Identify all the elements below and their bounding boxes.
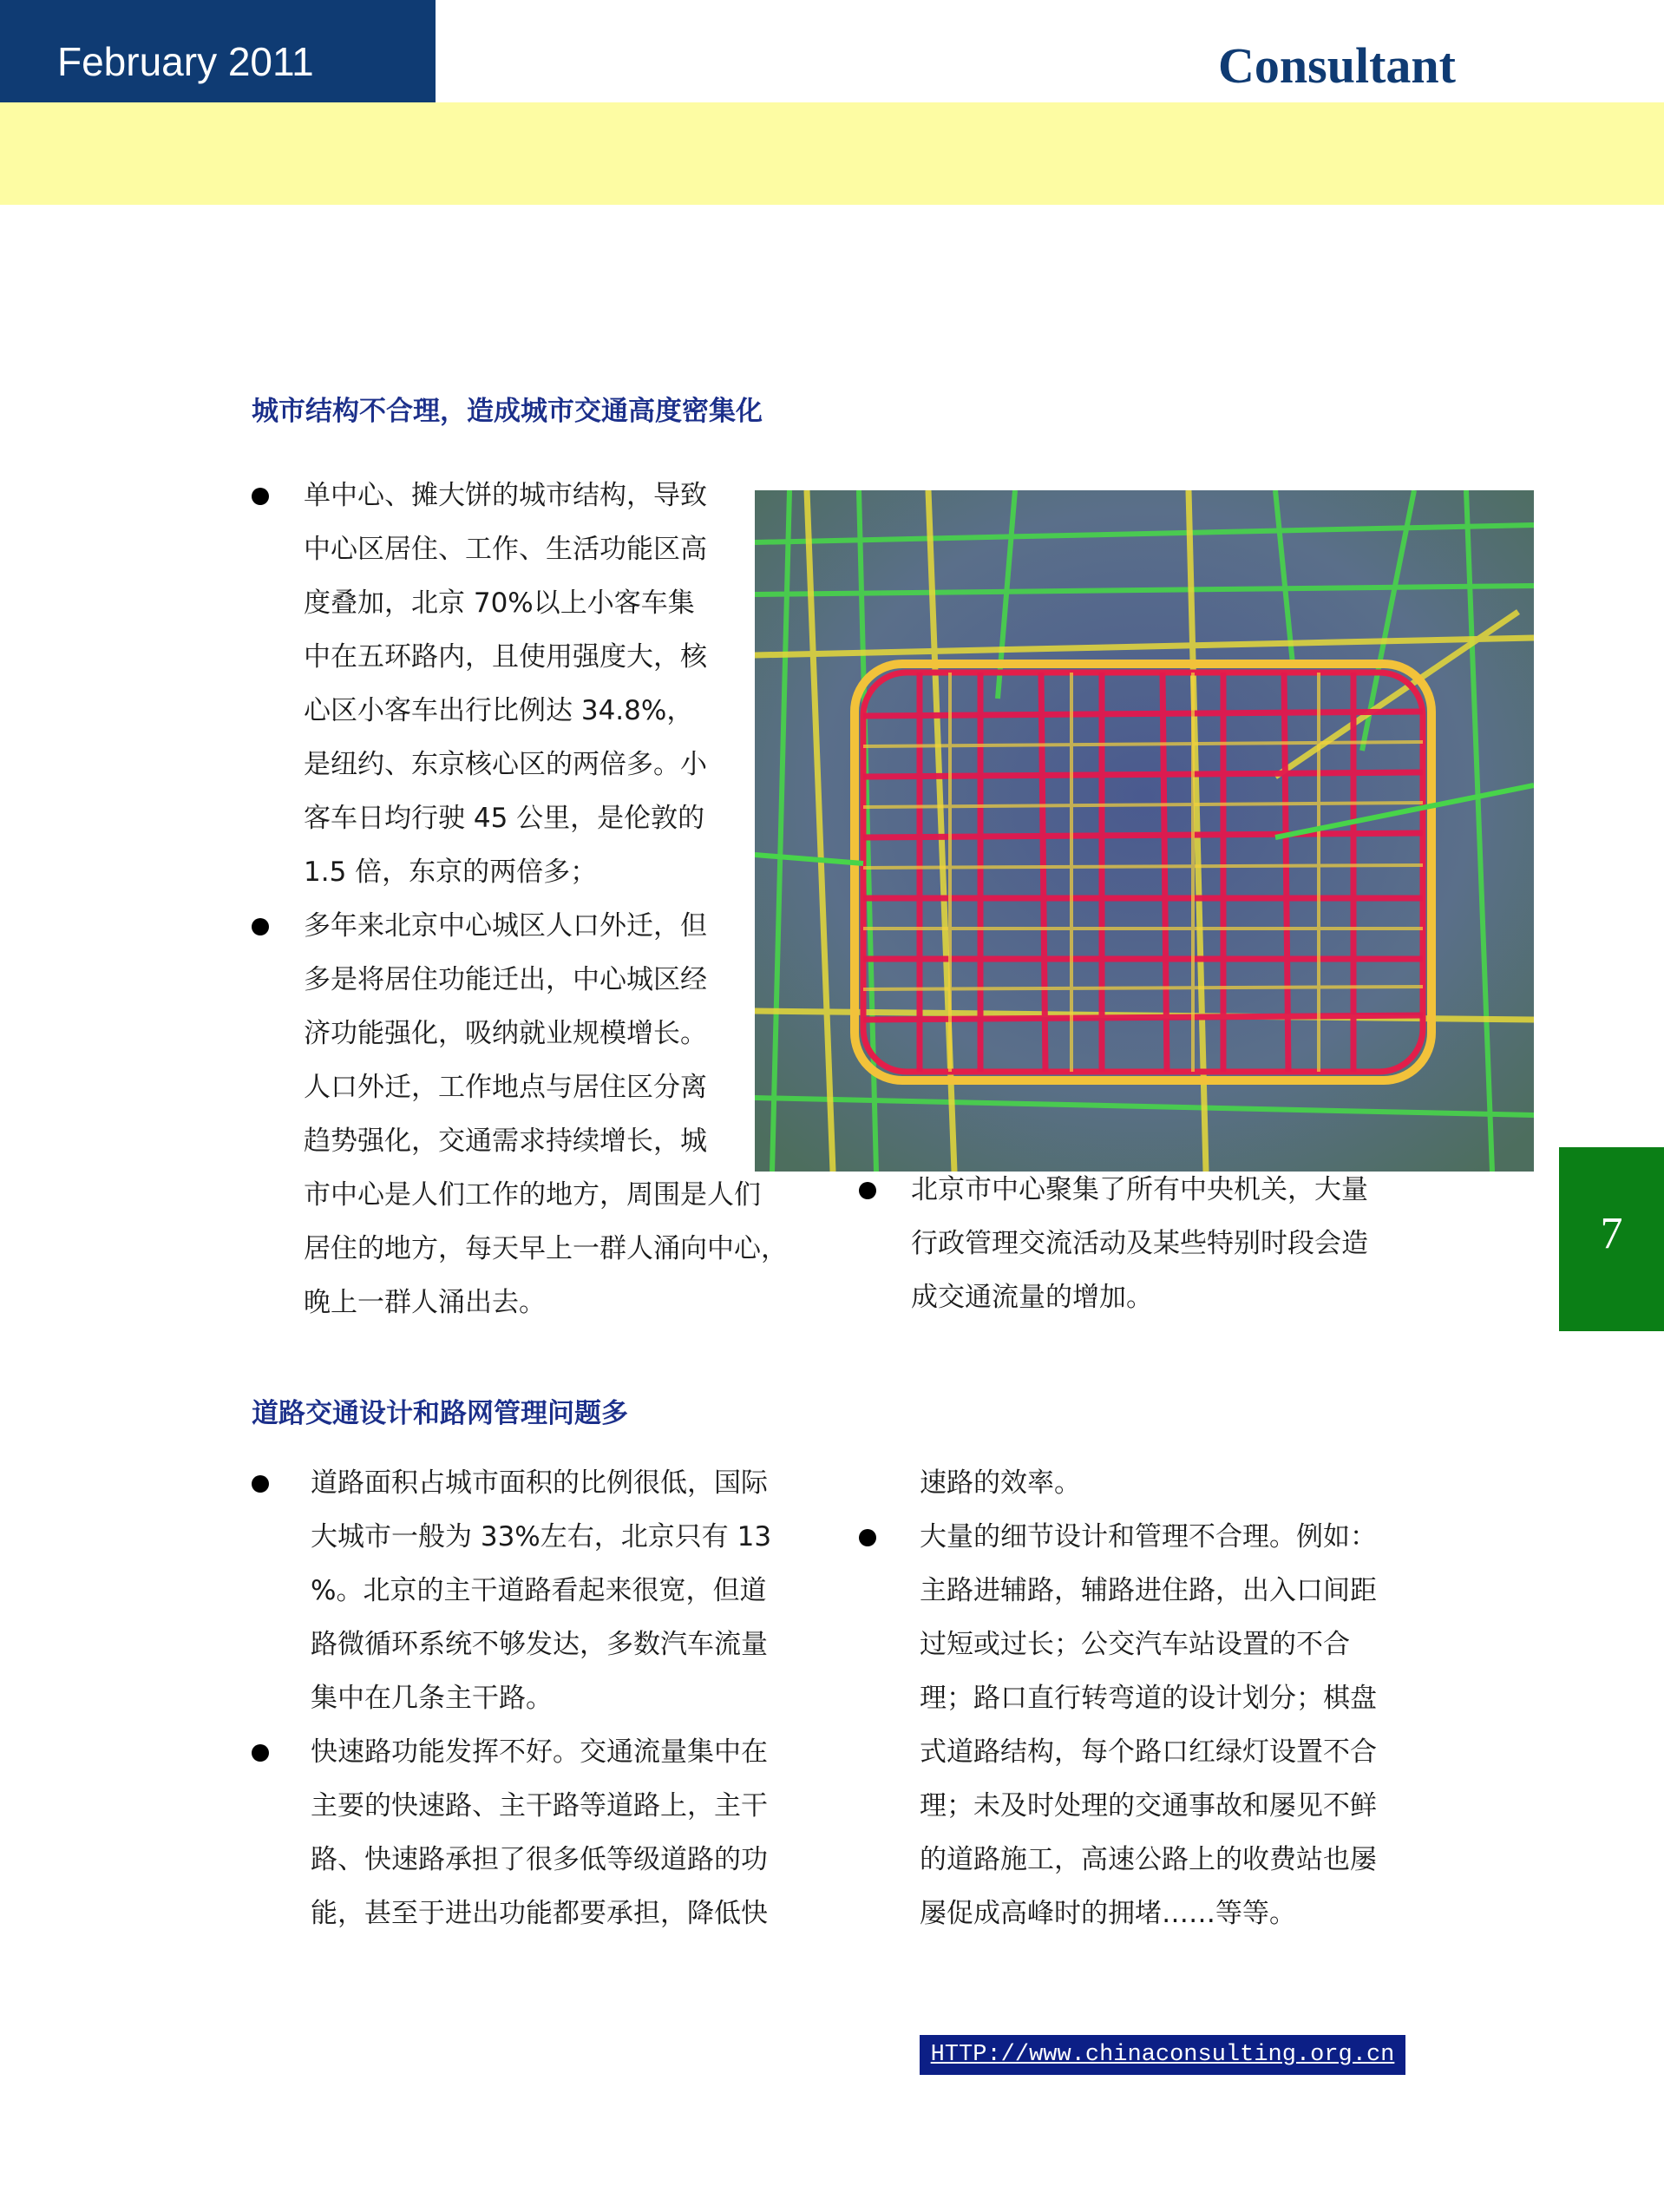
section2-left-column — [252, 1456, 816, 1940]
section1-bullet-1 — [252, 469, 737, 899]
text-line: %。北京的主干道路看起来很宽，但道 — [311, 1575, 767, 1606]
page-number: 7 — [1600, 1209, 1623, 1258]
text-line: 1.5 倍，东京的两倍多； — [304, 857, 598, 888]
text-line: 主路进辅路，辅路进住路，出入口间距 — [920, 1575, 1377, 1606]
text-line: 集中在几条主干路。 — [311, 1683, 553, 1714]
brand-title: Consultant — [1218, 37, 1456, 94]
text-line: 成交通流量的增加。 — [911, 1282, 1153, 1313]
section2-bullet-3 — [859, 1510, 1449, 1940]
traffic-map-image — [755, 490, 1534, 1172]
text-line: 中心区居住、工作、生活功能区高 — [304, 534, 707, 565]
text-line: 济功能强化，吸纳就业规模增长。 — [304, 1018, 707, 1049]
bullet-dot — [252, 918, 269, 935]
section2-right-column — [859, 1456, 1449, 1940]
text-line: 趋势强化，交通需求持续增长，城 — [304, 1126, 707, 1157]
text-line: 大城市一般为 33%左右，北京只有 13 — [311, 1521, 772, 1552]
text-line: 屡促成高峰时的拥堵……等等。 — [920, 1898, 1296, 1929]
text-line: 道路面积占城市面积的比例很低，国际 — [311, 1467, 768, 1499]
text-line: 理；未及时处理的交通事故和屡见不鲜 — [920, 1790, 1377, 1821]
text-line: 北京市中心聚集了所有中央机关，大量 — [911, 1174, 1368, 1205]
section1-heading: 城市结构不合理，造成城市交通高度密集化 — [252, 396, 763, 427]
text-line: 客车日均行驶 45 公里，是伦敦的 — [304, 803, 705, 834]
text-line: 行政管理交流活动及某些特别时段会造 — [911, 1228, 1368, 1259]
section1-right-column — [859, 1163, 1466, 1324]
section1-left-column — [252, 469, 788, 1329]
section2-bullet-2 — [252, 1725, 816, 1940]
header-band — [0, 102, 1664, 205]
text-line: 心区小客车出行比例达 34.8%， — [304, 695, 694, 726]
text-line: 度叠加，北京 70%以上小客车集 — [304, 587, 695, 619]
text-line: 多年来北京中心城区人口外迁，但 — [304, 910, 707, 942]
text-line: 路微循环系统不够发达，多数汽车流量 — [311, 1629, 768, 1660]
page-number-tab — [1559, 1147, 1664, 1331]
text-line: 快速路功能发挥不好。交通流量集中在 — [311, 1736, 768, 1768]
bullet-dot — [859, 1529, 876, 1546]
text-line: 理；路口直行转弯道的设计划分；棋盘 — [920, 1683, 1377, 1714]
bullet-dot — [859, 1182, 876, 1199]
text-line: 路、快速路承担了很多低等级道路的功 — [311, 1844, 768, 1875]
continuation-line: 速路的效率。 — [920, 1467, 1081, 1499]
text-line: 中在五环路内，且使用强度大，核 — [304, 641, 707, 673]
text-line: 晚上一群人涌出去。 — [304, 1287, 546, 1318]
text-line: 主要的快速路、主干路等道路上，主干 — [311, 1790, 768, 1821]
bullet-dot — [252, 488, 269, 505]
section2-heading: 道路交通设计和路网管理问题多 — [252, 1398, 628, 1429]
bullet-dot — [252, 1475, 269, 1493]
text-line: 人口外迁，工作地点与居住区分离 — [304, 1072, 707, 1103]
text-line: 过短或过长；公交汽车站设置的不合 — [920, 1629, 1350, 1660]
text-line: 多是将居住功能迁出，中心城区经 — [304, 964, 707, 995]
text-line: 市中心是人们工作的地方，周围是人们 — [304, 1179, 761, 1211]
traffic-map-graphic — [755, 490, 1534, 1172]
footer-url-link[interactable]: HTTP://www.chinaconsulting.org.cn — [920, 2035, 1405, 2075]
section1-bullet-2 — [252, 899, 788, 1329]
text-line: 的道路施工，高速公路上的收费站也屡 — [920, 1844, 1377, 1875]
section1-bullet-3 — [859, 1163, 1466, 1324]
text-line: 式道路结构，每个路口红绿灯设置不合 — [920, 1736, 1377, 1768]
text-line: 是纽约、东京核心区的两倍多。小 — [304, 749, 707, 780]
section2-bullet-1 — [252, 1456, 816, 1725]
text-line: 大量的细节设计和管理不合理。例如： — [920, 1521, 1377, 1552]
text-line: 能，甚至于进出功能都要承担，降低快 — [311, 1898, 768, 1929]
header-date: February 2011 — [57, 39, 314, 84]
text-line: 单中心、摊大饼的城市结构，导致 — [304, 480, 707, 511]
bullet-dot — [252, 1744, 269, 1762]
text-line: 居住的地方，每天早上一群人涌向中心， — [304, 1233, 788, 1264]
